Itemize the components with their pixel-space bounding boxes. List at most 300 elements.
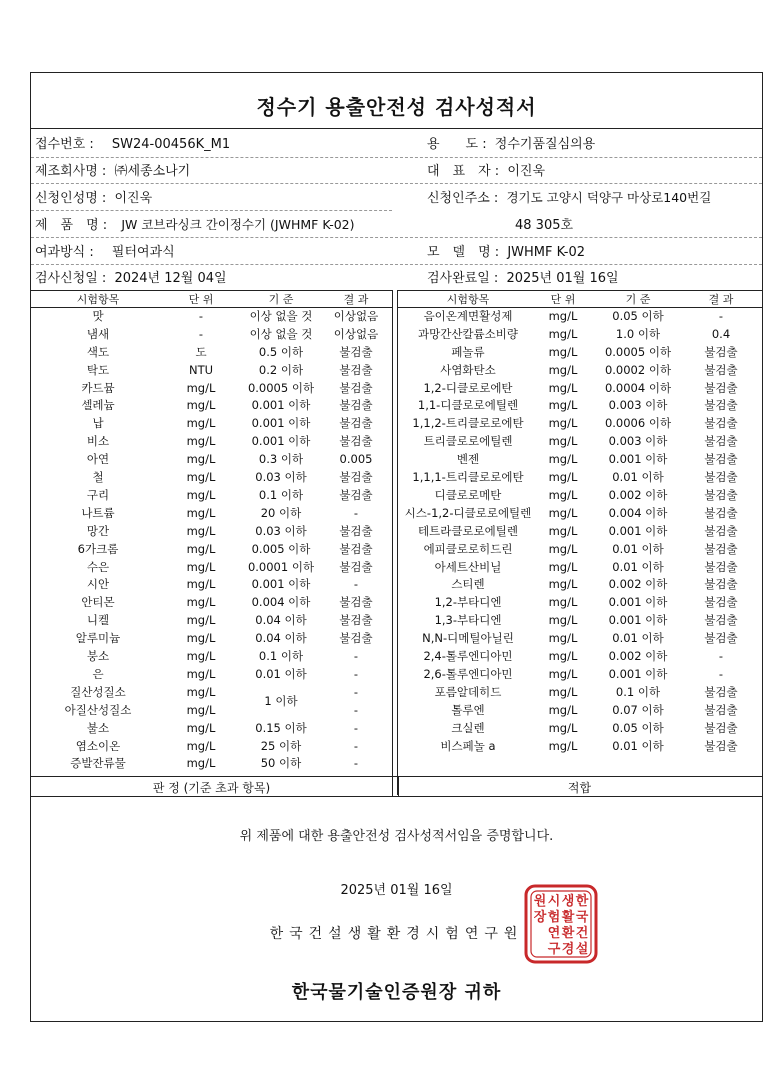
model-value: JWHMF K-02 xyxy=(507,245,586,260)
done-date-value: 2025년 01월 16일 xyxy=(506,271,619,286)
divider xyxy=(31,237,762,238)
product-row xyxy=(35,214,355,238)
table-row xyxy=(31,701,392,719)
unit-cell: mg/L xyxy=(186,416,216,431)
verdict-row xyxy=(31,776,762,797)
issue-date: 2025년 01월 16일 xyxy=(340,883,453,898)
item-name-cell: 은 xyxy=(92,666,104,681)
verdict-label: 판 정 (기준 초과 항목) xyxy=(152,781,271,795)
table-row xyxy=(31,737,392,755)
item-name-cell: 6가크롬 xyxy=(77,541,119,556)
unit-cell: mg/L xyxy=(548,398,578,413)
standard-cell: 0.004 이하 xyxy=(251,595,311,610)
req-date-label: 검사신청일 : xyxy=(35,271,107,286)
result-cell: 불검출 xyxy=(339,434,373,449)
standard-cell: 20 이하 xyxy=(260,505,302,520)
header-cell: 시험항목 xyxy=(446,293,490,306)
standard-cell: 0.1 이하 xyxy=(615,684,661,699)
table-row xyxy=(31,486,392,504)
item-name-cell: 붕소 xyxy=(86,649,110,664)
table-row xyxy=(398,665,762,683)
product-value: JW 코브라싱크 간이정수기 (JWHMF K-02) xyxy=(121,217,355,232)
table-row xyxy=(398,576,762,594)
table-row xyxy=(31,414,392,432)
ceo-value: 이진욱 xyxy=(507,164,546,179)
standard-cell: 0.07 이하 xyxy=(612,702,664,717)
table-row xyxy=(31,504,392,522)
item-name-cell: 톨루엔 xyxy=(451,702,485,717)
receipt-no-row xyxy=(35,133,230,157)
unit-cell: mg/L xyxy=(548,523,578,538)
certificate-document xyxy=(30,72,763,1022)
result-cell: 불검출 xyxy=(339,541,373,556)
seal-glyph: 활 xyxy=(561,910,575,925)
item-name-cell: 납 xyxy=(92,416,104,431)
table-row xyxy=(398,629,762,647)
divider xyxy=(31,157,762,158)
item-name-cell: 망간 xyxy=(86,523,110,538)
standard-cell: 0.01 이하 xyxy=(612,738,664,753)
header-cell: 결 과 xyxy=(343,293,369,306)
item-name-cell: 아질산성질소 xyxy=(64,702,132,717)
table-header xyxy=(31,291,392,308)
item-name-cell: 염소이온 xyxy=(75,738,121,753)
header-cell: 단 위 xyxy=(188,293,214,306)
standard-cell: 0.005 이하 xyxy=(251,541,311,556)
unit-cell: mg/L xyxy=(548,362,578,377)
item-name-cell: 테트라클로로에틸렌 xyxy=(418,523,518,538)
table-row xyxy=(31,593,392,611)
item-name-cell: 트리클로로에틸렌 xyxy=(423,434,513,449)
item-name-cell: 맛 xyxy=(92,308,104,323)
address-line1: 경기도 고양시 덕양구 마상로140번길 xyxy=(506,190,712,205)
use-value: 정수기품질심의용 xyxy=(494,137,596,152)
item-name-cell: 구리 xyxy=(86,487,110,502)
item-name-cell: 음이온계면활성제 xyxy=(423,308,513,323)
unit-cell: mg/L xyxy=(186,398,216,413)
standard-cell: 0.01 이하 xyxy=(255,666,307,681)
item-name-cell: 1,1,1-트리클로로에탄 xyxy=(412,470,524,485)
result-cell: 불검출 xyxy=(704,344,738,359)
addressee-footer: 한국물기술인증원장 귀하 xyxy=(291,982,502,1003)
standard-cell: 0.1 이하 xyxy=(258,649,304,664)
divider xyxy=(31,183,762,184)
standard-cell: 0.002 이하 xyxy=(608,649,668,664)
item-name-cell: 1,1,2-트리클로로에탄 xyxy=(412,416,524,431)
unit-cell: mg/L xyxy=(548,649,578,664)
table-row xyxy=(31,647,392,665)
item-name-cell: 1,1-디클로로에틸렌 xyxy=(417,398,519,413)
item-name-cell: 2,6-톨루엔디아민 xyxy=(423,666,513,681)
table-row xyxy=(31,397,392,415)
header-cell: 결 과 xyxy=(708,293,734,306)
standard-cell: 0.002 이하 xyxy=(608,577,668,592)
unit-cell: mg/L xyxy=(186,613,216,628)
result-cell: 불검출 xyxy=(704,613,738,628)
item-name-cell: 과망간산칼륨소비량 xyxy=(418,326,518,341)
standard-cell: 0.05 이하 xyxy=(612,720,664,735)
result-cell: - xyxy=(353,577,359,592)
result-cell: 불검출 xyxy=(339,487,373,502)
unit-cell: mg/L xyxy=(186,523,216,538)
standard-cell: 0.001 이하 xyxy=(251,416,311,431)
item-name-cell: 철 xyxy=(92,470,104,485)
seal-glyph: 시 xyxy=(547,894,561,909)
unit-cell: mg/L xyxy=(186,380,216,395)
result-cell: - xyxy=(718,308,724,323)
table-row xyxy=(31,307,392,325)
address-line2: 48 305호 xyxy=(515,218,574,233)
document-title: 정수기 용출안전성 검사성적서 xyxy=(256,95,537,119)
standard-cell: 0.01 이하 xyxy=(612,470,664,485)
item-name-cell: 스티렌 xyxy=(451,577,485,592)
standard-cell: 0.0005 이하 xyxy=(604,344,672,359)
done-date-row xyxy=(427,267,619,291)
seal-characters xyxy=(534,893,589,957)
result-cell: 불검출 xyxy=(704,362,738,377)
item-name-cell: 1,3-부타디엔 xyxy=(434,613,502,628)
seal-glyph: 원 xyxy=(533,894,547,909)
item-name-cell: 카드뮴 xyxy=(81,380,115,395)
result-cell: 불검출 xyxy=(339,523,373,538)
result-cell: 불검출 xyxy=(339,362,373,377)
unit-cell: 도 xyxy=(195,344,207,359)
applicant-row xyxy=(35,187,152,211)
result-cell: - xyxy=(353,649,359,664)
unit-cell: mg/L xyxy=(548,416,578,431)
table-row xyxy=(31,540,392,558)
item-name-cell: 크실렌 xyxy=(451,720,485,735)
standard-cell: 0.1 이하 xyxy=(258,487,304,502)
standard-cell: 0.04 이하 xyxy=(255,613,307,628)
result-cell: - xyxy=(353,666,359,681)
unit-cell: mg/L xyxy=(548,738,578,753)
standard-cell: 0.001 이하 xyxy=(251,398,311,413)
unit-cell: mg/L xyxy=(186,595,216,610)
unit-cell: mg/L xyxy=(186,702,216,717)
receipt-no-label: 접수번호 : xyxy=(35,137,94,152)
standard-cell: 50 이하 xyxy=(260,756,302,771)
table-row xyxy=(31,343,392,361)
item-name-cell: 포름알데히드 xyxy=(434,684,502,699)
seal-glyph: 경 xyxy=(561,942,575,957)
unit-cell: mg/L xyxy=(186,470,216,485)
unit-cell: mg/L xyxy=(548,666,578,681)
result-cell: - xyxy=(718,649,724,664)
standard-cell: 0.0005 이하 xyxy=(247,380,315,395)
maker-row xyxy=(35,160,190,184)
result-cell: - xyxy=(353,720,359,735)
table-row xyxy=(31,665,392,683)
unit-cell: mg/L xyxy=(548,470,578,485)
official-seal-stamp xyxy=(523,883,599,965)
result-cell: - xyxy=(353,738,359,753)
unit-cell: mg/L xyxy=(548,559,578,574)
seal-glyph: 생 xyxy=(561,894,575,909)
unit-cell: mg/L xyxy=(548,577,578,592)
standard-cell: 0.05 이하 xyxy=(612,308,664,323)
standard-cell: 0.003 이하 xyxy=(608,398,668,413)
standard-cell: 0.0006 이하 xyxy=(604,416,672,431)
result-cell: 불검출 xyxy=(704,559,738,574)
header-cell: 시험항목 xyxy=(76,293,120,306)
address-line2-row xyxy=(515,214,573,238)
seal-glyph: 구 xyxy=(547,942,561,957)
standard-cell: 0.2 이하 xyxy=(258,362,304,377)
result-cell: 불검출 xyxy=(704,470,738,485)
standard-cell: 0.5 이하 xyxy=(258,344,304,359)
unit-cell: mg/L xyxy=(186,541,216,556)
table-row xyxy=(31,325,392,343)
unit-cell: mg/L xyxy=(548,380,578,395)
unit-cell: mg/L xyxy=(548,541,578,556)
result-cell: 불검출 xyxy=(704,452,738,467)
maker-value: ㈜세종소나기 xyxy=(114,164,191,179)
table-row xyxy=(31,379,392,397)
result-cell: 불검출 xyxy=(704,541,738,556)
done-date-label: 검사완료일 : xyxy=(427,271,499,286)
result-cell: 불검출 xyxy=(704,416,738,431)
table-row xyxy=(31,522,392,540)
seal-glyph: 한 xyxy=(575,894,589,909)
standard-cell: 0.003 이하 xyxy=(608,434,668,449)
table-row xyxy=(31,719,392,737)
result-cell: - xyxy=(353,684,359,699)
seal-glyph: 환 xyxy=(561,926,575,941)
unit-cell: mg/L xyxy=(548,452,578,467)
result-cell: - xyxy=(353,505,359,520)
item-name-cell: 에피클로로히드린 xyxy=(423,541,513,556)
unit-cell: mg/L xyxy=(548,684,578,699)
unit-cell: mg/L xyxy=(548,720,578,735)
receipt-no-value: SW24-00456K_M1 xyxy=(111,137,231,152)
table-row xyxy=(31,629,392,647)
standard-cell: 0.03 이하 xyxy=(255,523,307,538)
standard-cell: 이상 없을 것 xyxy=(249,326,313,341)
table-row xyxy=(31,611,392,629)
table-row xyxy=(398,558,762,576)
unit-cell: - xyxy=(198,326,204,341)
table-header xyxy=(398,291,762,308)
standard-cell: 이상 없을 것 xyxy=(249,308,313,323)
result-cell: 0.4 xyxy=(711,326,731,341)
item-name-cell: 질산성질소 xyxy=(70,684,126,699)
result-cell: 불검출 xyxy=(704,487,738,502)
table-row xyxy=(398,719,762,737)
results-table-left xyxy=(31,290,393,795)
table-row xyxy=(31,683,392,701)
unit-cell: mg/L xyxy=(186,487,216,502)
table-row xyxy=(398,432,762,450)
item-name-cell: 셀레늄 xyxy=(81,398,115,413)
standard-cell: 0.0001 이하 xyxy=(247,559,315,574)
table-row xyxy=(398,504,762,522)
item-name-cell: 증발잔류물 xyxy=(70,756,126,771)
seal-glyph: 험 xyxy=(547,910,561,925)
item-name-cell: 비스페놀 a xyxy=(440,738,496,753)
result-cell: 불검출 xyxy=(339,344,373,359)
item-name-cell: 페놀류 xyxy=(451,344,485,359)
result-cell: - xyxy=(353,702,359,717)
table-row xyxy=(398,701,762,719)
result-cell: - xyxy=(718,666,724,681)
unit-cell: mg/L xyxy=(548,487,578,502)
item-name-cell: 1,2-부타디엔 xyxy=(434,595,502,610)
standard-cell: 0.001 이하 xyxy=(608,613,668,628)
model-row xyxy=(427,241,585,265)
unit-cell: mg/L xyxy=(186,684,216,699)
unit-cell: mg/L xyxy=(548,595,578,610)
seal-glyph: 장 xyxy=(533,910,547,925)
standard-cell: 0.01 이하 xyxy=(612,541,664,556)
standard-cell: 0.0002 이하 xyxy=(604,362,672,377)
standard-cell: 0.001 이하 xyxy=(251,434,311,449)
table-row xyxy=(398,379,762,397)
req-date-value: 2024년 12월 04일 xyxy=(114,271,227,286)
item-name-cell: 디클로로메탄 xyxy=(434,487,502,502)
table-row xyxy=(398,307,762,325)
ceo-row xyxy=(427,160,545,184)
result-cell: 불검출 xyxy=(704,702,738,717)
unit-cell: mg/L xyxy=(186,649,216,664)
standard-cell: 0.001 이하 xyxy=(608,666,668,681)
item-name-cell: 색도 xyxy=(86,344,110,359)
table-row xyxy=(398,325,762,343)
standard-cell: 0.3 이하 xyxy=(258,452,304,467)
result-cell: 불검출 xyxy=(704,434,738,449)
standard-cell: 0.004 이하 xyxy=(608,505,668,520)
result-cell: 불검출 xyxy=(339,613,373,628)
item-name-cell: 냄새 xyxy=(86,326,110,341)
table-row xyxy=(398,343,762,361)
unit-cell: mg/L xyxy=(186,756,216,771)
seal-glyph: 설 xyxy=(575,942,589,957)
address-row xyxy=(427,187,711,211)
table-row xyxy=(398,522,762,540)
unit-cell: mg/L xyxy=(548,326,578,341)
result-cell: 불검출 xyxy=(704,380,738,395)
maker-label: 제조회사명 : xyxy=(35,164,107,179)
standard-cell: 0.001 이하 xyxy=(608,452,668,467)
seal-glyph: 건 xyxy=(575,926,589,941)
unit-cell: mg/L xyxy=(548,505,578,520)
address-label: 신청인주소 : xyxy=(427,191,499,206)
standard-cell: 0.001 이하 xyxy=(251,577,311,592)
issuing-institute: 한국건설생활환경시험연구원 xyxy=(269,926,524,942)
table-row xyxy=(398,647,762,665)
table-row xyxy=(398,468,762,486)
unit-cell: mg/L xyxy=(186,577,216,592)
result-cell: 이상없음 xyxy=(333,326,379,341)
result-cell: 불검출 xyxy=(339,398,373,413)
divider xyxy=(31,264,762,265)
item-name-cell: N,N-디메틸아닐린 xyxy=(422,631,514,646)
unit-cell: mg/L xyxy=(186,434,216,449)
item-name-cell: 시스-1,2-디클로로에틸렌 xyxy=(404,505,532,520)
result-cell: 불검출 xyxy=(704,720,738,735)
seal-glyph: 연 xyxy=(547,926,561,941)
table-row xyxy=(398,414,762,432)
result-cell: 불검출 xyxy=(704,505,738,520)
table-row xyxy=(31,468,392,486)
item-name-cell: 아세트산비닐 xyxy=(434,559,502,574)
table-row xyxy=(398,737,762,755)
table-row xyxy=(31,576,392,594)
unit-cell: NTU xyxy=(188,362,214,377)
use-label: 용 도 : xyxy=(427,137,487,152)
unit-cell: mg/L xyxy=(186,738,216,753)
ceo-label: 대 표 자 : xyxy=(427,164,500,179)
table-row xyxy=(398,361,762,379)
unit-cell: mg/L xyxy=(186,720,216,735)
standard-cell: 0.001 이하 xyxy=(608,595,668,610)
results-tables xyxy=(31,290,762,795)
result-cell: 불검출 xyxy=(704,738,738,753)
unit-cell: mg/L xyxy=(186,452,216,467)
item-name-cell: 나트륨 xyxy=(81,505,115,520)
unit-cell: mg/L xyxy=(548,702,578,717)
standard-cell: 25 이하 xyxy=(260,738,302,753)
unit-cell: mg/L xyxy=(186,631,216,646)
product-label: 제 품 명 : xyxy=(35,218,108,233)
standard-cell: 0.0004 이하 xyxy=(604,380,672,395)
table-row xyxy=(398,397,762,415)
applicant-label: 신청인성명 : xyxy=(35,191,107,206)
results-table-right xyxy=(397,290,762,795)
unit-cell: mg/L xyxy=(548,613,578,628)
result-cell: 불검출 xyxy=(704,523,738,538)
use-row xyxy=(427,133,595,157)
unit-cell: mg/L xyxy=(548,344,578,359)
table-row xyxy=(398,450,762,468)
item-name-cell: 벤젠 xyxy=(456,452,480,467)
result-cell: 불검출 xyxy=(704,684,738,699)
standard-cell: 0.002 이하 xyxy=(608,487,668,502)
table-row xyxy=(31,755,392,773)
certification-statement: 위 제품에 대한 용출안전성 검사성적서임을 증명합니다. xyxy=(239,829,554,844)
table-row xyxy=(31,361,392,379)
table-row xyxy=(398,683,762,701)
standard-cell: 0.15 이하 xyxy=(255,720,307,735)
item-name-cell: 사염화탄소 xyxy=(440,362,496,377)
result-cell: 불검출 xyxy=(704,577,738,592)
standard-cell: 0.01 이하 xyxy=(612,559,664,574)
item-name-cell: 시안 xyxy=(86,577,110,592)
header-cell: 단 위 xyxy=(550,293,576,306)
item-name-cell: 안티몬 xyxy=(81,595,115,610)
item-name-cell: 수은 xyxy=(86,559,110,574)
unit-cell: mg/L xyxy=(548,308,578,323)
result-cell: 0.005 xyxy=(339,452,373,467)
result-cell: 불검출 xyxy=(704,631,738,646)
model-label: 모 델 명 : xyxy=(427,245,500,260)
item-name-cell: 탁도 xyxy=(86,362,110,377)
result-cell: 불검출 xyxy=(339,595,373,610)
applicant-value: 이진욱 xyxy=(114,191,153,206)
unit-cell: mg/L xyxy=(186,505,216,520)
verdict-value: 적합 xyxy=(567,781,592,795)
standard-cell: 0.04 이하 xyxy=(255,631,307,646)
table-row xyxy=(398,593,762,611)
result-cell: 불검출 xyxy=(704,398,738,413)
item-name-cell: 알루미늄 xyxy=(75,631,121,646)
result-cell: 불검출 xyxy=(339,559,373,574)
standard-cell: 1.0 이하 xyxy=(615,326,661,341)
seal-glyph: 국 xyxy=(575,910,589,925)
filter-label: 여과방식 : xyxy=(35,245,94,260)
unit-cell: - xyxy=(198,308,204,323)
item-name-cell: 아연 xyxy=(86,452,110,467)
